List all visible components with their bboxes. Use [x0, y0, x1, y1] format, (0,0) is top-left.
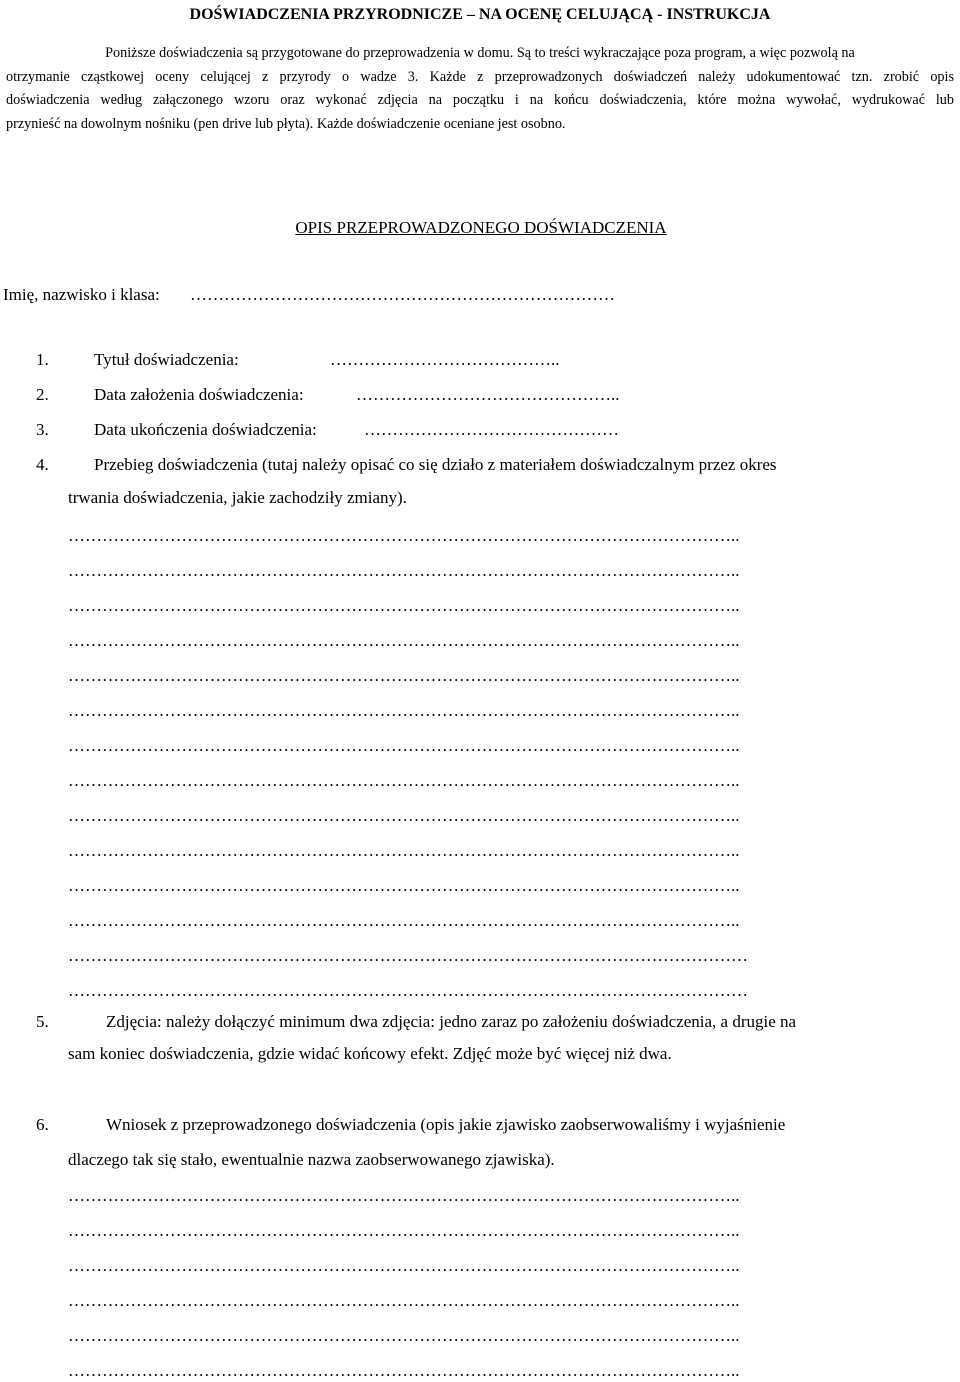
item-label-end-date: Data ukończenia doświadczenia:	[94, 420, 317, 439]
answer-line[interactable]: ………………………………………………………………………………………………………..	[68, 911, 740, 930]
item-label-course-cont: trwania doświadczenia, jakie zachodziły zmiany).	[68, 488, 407, 507]
answer-line[interactable]: ………………………………………………………………………………………………………..	[68, 701, 740, 720]
item-number: 4.	[36, 455, 49, 474]
answer-line[interactable]: ………………………………………………………………………………………………………..	[68, 841, 740, 860]
answer-line[interactable]: ………………………………………………………………………………………………………..	[68, 876, 740, 895]
item-label-conclusion: Wniosek z przeprowadzonego doświadczenia (opis jakie zjawisko zaobserwowaliśmy i wyjaśnienie	[106, 1115, 786, 1134]
answer-line[interactable]: ………………………………………………………………………………………………………..	[68, 596, 740, 615]
intro-line	[6, 66, 954, 90]
answer-line[interactable]: ………………………………………………………………………………………………………..	[68, 1256, 740, 1275]
answer-line[interactable]: ………………………………………………………………………………………………………..	[68, 631, 740, 650]
intro-line: przynieść na dowolnym nośniku (pen drive lub płyta). Każde doświadczenie oceniane jest osobno.	[6, 115, 566, 132]
item-number: 3.	[36, 420, 49, 439]
start-date-input[interactable]: ………………………………………..	[356, 385, 620, 404]
item-number: 1.	[36, 350, 49, 369]
name-field-input[interactable]: …………………………………………………………………	[190, 285, 615, 304]
item-label-photos: Zdjęcia: należy dołączyć minimum dwa zdjęcia: jedno zaraz po założeniu doświadczenia, a drugie na	[106, 1012, 797, 1031]
intro-paragraph	[6, 42, 954, 136]
item-label-title: Tytuł doświadczenia:	[94, 350, 239, 369]
answer-line[interactable]: ………………………………………………………………………………………………………..	[68, 1326, 740, 1345]
intro-line: Poniższe doświadczenia są przygotowane do przeprowadzenia w domu. Są to treści wykraczające poza program, a więc pozwolą na	[105, 45, 855, 61]
answer-line[interactable]: ………………………………………………………………………………………………………..	[68, 736, 740, 755]
item-number: 2.	[36, 385, 49, 404]
answer-line[interactable]: ………………………………………………………………………………………………………..	[68, 1186, 740, 1205]
form-title: OPIS PRZEPROWADZONEGO DOŚWIADCZENIA	[295, 218, 667, 237]
answer-line[interactable]: …………………………………………………………………………………………………………	[68, 946, 748, 965]
answer-line[interactable]: ………………………………………………………………………………………………………..	[68, 806, 740, 825]
item-number: 6.	[36, 1115, 49, 1134]
answer-line[interactable]: ………………………………………………………………………………………………………..	[68, 666, 740, 685]
intro-line-text: zrobić opis	[883, 68, 954, 85]
name-field-label: Imię, nazwisko i klasa:	[3, 285, 160, 304]
intro-line-text: otrzymanie cząstkowej oceny celującej z przyrody o wadze 3. Każde z przeprowadzonych doświadczeń należy udokumentować tzn.	[6, 68, 873, 85]
item-number: 5.	[36, 1012, 49, 1031]
end-date-input[interactable]: ………………………………………	[364, 420, 619, 439]
answer-line[interactable]: ………………………………………………………………………………………………………..	[68, 771, 740, 790]
item-label-photos-cont: sam koniec doświadczenia, gdzie widać końcowy efekt. Zdjęć może być więcej niż dwa.	[68, 1044, 672, 1063]
answer-line[interactable]: ………………………………………………………………………………………………………..	[68, 526, 740, 545]
item-label-conclusion-cont: dlaczego tak się stało, ewentualnie nazwa zaobserwowanego zjawiska).	[68, 1150, 555, 1169]
title-input[interactable]: …………………………………..	[330, 350, 560, 369]
answer-line[interactable]: ………………………………………………………………………………………………………..	[68, 561, 740, 580]
item-label-start-date: Data założenia doświadczenia:	[94, 385, 304, 404]
answer-line[interactable]: ………………………………………………………………………………………………………..	[68, 1221, 740, 1240]
document-title: DOŚWIADCZENIA PRZYRODNICZE – NA OCENĘ CELUJĄCĄ - INSTRUKCJA	[189, 6, 771, 23]
answer-line[interactable]: ………………………………………………………………………………………………………..	[68, 1291, 740, 1310]
answer-line[interactable]: …………………………………………………………………………………………………………	[68, 981, 748, 1000]
answer-line[interactable]: ………………………………………………………………………………………………………..	[68, 1361, 740, 1380]
intro-line: doświadczenia według załączonego wzoru oraz wykonać zdjęcia na początku i na końcu doświadczenia, które można wywołać, wydrukować lub	[6, 92, 954, 108]
item-label-course: Przebieg doświadczenia (tutaj należy opisać co się działo z materiałem doświadczalnym przez okres	[94, 455, 777, 474]
